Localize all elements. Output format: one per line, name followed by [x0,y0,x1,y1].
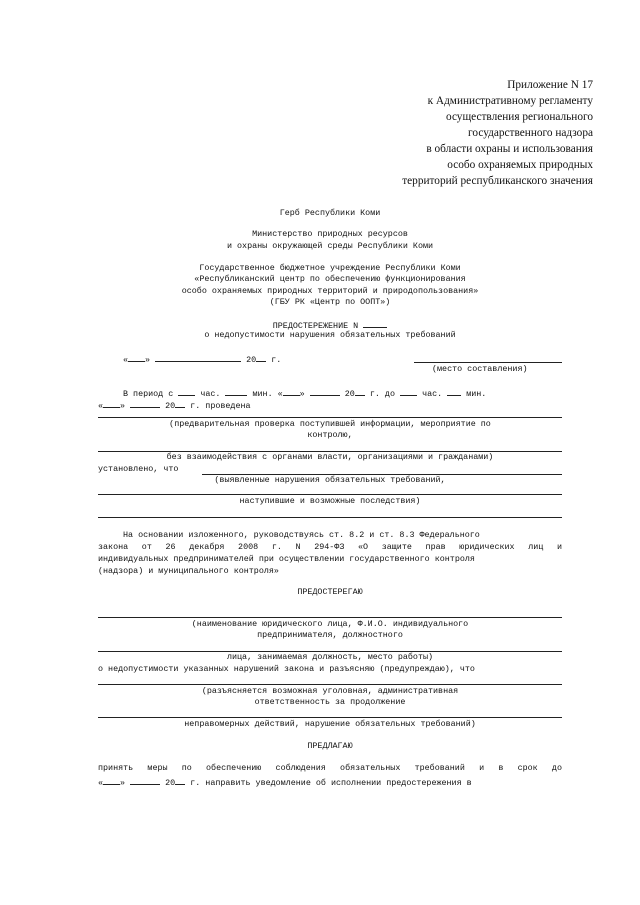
caption: (разъясняется возможная уголовная, административная [201,686,459,696]
appendix-line: территорий республиканского значения [402,175,593,187]
propose-text: г. направить уведомление об исполнении предостережения в [190,778,472,788]
year-suffix: г. [271,355,282,365]
institution-line: «Республиканский центр по обеспечению функционирования [194,274,466,284]
minutes-label: мин. [466,389,487,399]
caption: без взаимодействия с органами власти, организациями и гражданами) [166,452,494,462]
appendix-line: в области охраны и использования [426,143,593,155]
title-warning: ПРЕДОСТЕРЕЖЕНИЕ N [272,321,359,331]
blank-line [98,417,562,418]
day-blank [128,353,145,362]
month-blank [130,399,160,408]
hours-label: час. [200,389,221,399]
blank-line [98,494,562,495]
appendix-line: к Административному регламенту [427,95,593,107]
year-prefix: 20 [344,389,355,399]
conducted-label: г. проведена [190,401,251,411]
appendix-line: Приложение N 17 [507,79,593,91]
warn-heading: ПРЕДОСТЕРЕГАЮ [297,587,363,597]
period-prefix: В период с [123,389,174,399]
month-blank [155,353,241,362]
basis-line: индивидуальных предпринимателей при осуществлении государственного контроля [98,554,475,564]
month-blank [310,387,340,396]
caption: (выявленные нарушения обязательных требований, [214,475,446,485]
coat-of-arms-label: Герб Республики Коми [279,208,381,218]
year-prefix: 20 [165,401,176,411]
basis-line: (надзора) и муниципального контроля» [98,566,279,576]
institution-line: Государственное бюджетное учреждение Республики Коми [199,263,461,273]
place-blank [414,362,562,363]
year-prefix: 20 [165,778,176,788]
blank-line [98,684,562,685]
quote-close: » [120,401,126,411]
hours-label: час. [422,389,443,399]
caption: лица, занимаемая должность, место работы) [226,652,434,662]
quote-open: « [277,389,283,399]
number-blank [363,319,387,328]
caption: ответственность за продолжение [254,697,406,707]
place-caption: (место составления) [432,364,528,374]
appendix-line: осуществления регионального [446,111,593,123]
caption: неправомерных действий, нарушение обязательных требований) [184,719,476,729]
caption: (наименование юридического лица, Ф.И.О. индивидуального [191,619,469,629]
basis-line: закона от 26 декабря 2008 г. N 294-ФЗ «О защите прав юридических лиц и [98,542,562,552]
minutes-blank [225,387,247,396]
propose-line-2 [98,776,472,787]
year-blank [175,399,185,408]
propose-line: принять меры по обеспечению соблюдения обязательных требований и в срок до [98,763,562,773]
hours-blank [178,387,195,396]
year-blank [175,776,185,785]
year-to: г. до [369,389,395,399]
basis-line: На основании изложенного, руководствуясь ст. 8.2 и ст. 8.3 Федерального [123,530,480,540]
quote-open: « [98,778,104,788]
institution-line: особо охраняемых природных территорий и природопользования» [181,286,479,296]
warn-statement: о недопустимости указанных нарушений закона и разъясняю (предупреждаю), что [98,664,475,674]
year-prefix: 20 [246,355,257,365]
year-blank [256,353,266,362]
day-blank [103,399,120,408]
caption: наступившие и возможные последствия) [239,496,421,506]
day-blank [283,387,300,396]
ministry-line: и охраны окружающей среды Республики Коми [226,241,434,251]
appendix-line: государственного надзора [468,127,593,139]
caption: контролю, [307,430,353,440]
ministry-line: Министерство природных ресурсов [252,229,408,239]
quote-close: » [120,778,126,788]
propose-heading: ПРЕДЛАГАЮ [307,741,353,751]
appendix-line: особо охраняемых природных [447,159,593,171]
period-line [123,387,486,398]
caption: предпринимателя, должностного [257,630,403,640]
year-blank [355,387,365,396]
blank-line [98,617,562,618]
month-blank [130,776,160,785]
period-line-2 [98,399,251,410]
date-line [123,353,281,364]
caption: (предварительная проверка поступившей информации, мероприятие по [169,419,491,429]
quote-open: « [98,401,104,411]
document-subtitle: о недопустимости нарушения обязательных требований [204,330,456,340]
established-label: установлено, что [98,464,179,474]
quote-open: « [123,355,129,365]
day-blank [103,776,120,785]
hours-blank [400,387,417,396]
minutes-label: мин. [252,389,273,399]
blank-line [98,517,562,518]
document-title [98,319,562,330]
institution-line: (ГБУ РК «Центр по ООПТ») [269,297,391,307]
blank-line [98,717,562,718]
minutes-blank [447,387,461,396]
quote-close: » [145,355,151,365]
quote-close: » [299,389,305,399]
